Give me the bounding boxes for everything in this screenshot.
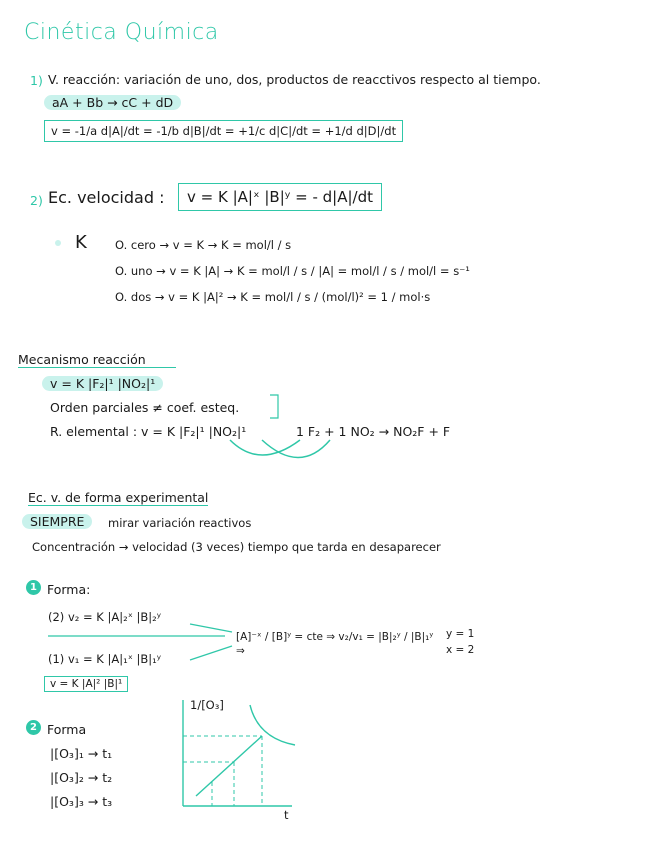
experimental-heading: Ec. v. de forma experimental [28,490,209,505]
form-2-row-2: |[O₃]₂ → t₂ [50,770,113,785]
form-1-eq1: (1) v₁ = K |A|₁ˣ |B|₁ʸ [48,652,162,666]
elementary-reaction: 1 F₂ + 1 NO₂ → NO₂F + F [296,424,451,439]
siempre-label: SIEMPRE [22,514,92,529]
rate-expression: v = -1/a d|A|/dt = -1/b d|B|/dt = +1/c d|C|/dt = +1/d d|D|/dt [51,124,397,138]
order-zero: O. cero → v = K → K = mol/l / s [115,238,292,252]
order-two: O. dos → v = K |A|² → K = mol/l / s / (mol/l)² = 1 / mol·s [115,290,431,304]
form-1-eq2: (2) v₂ = K |A|₂ˣ |B|₂ʸ [48,610,162,624]
section-1-text: V. reacción: variación de uno, dos, productos de reacctivos respecto al tiempo. [48,72,541,87]
rate-equation-label: Ec. velocidad : [48,188,165,207]
connector-line-2 [190,646,232,660]
graph-curve [250,705,295,745]
reaction-equation: aA + Bb → cC + dD [44,95,181,110]
partial-orders-note: Orden parciales ≠ coef. esteq. [50,400,240,415]
form-1-final: v = K |A|² |B|¹ [50,678,123,690]
form-1-title: Forma: [47,582,91,597]
form-2-number: 2 [26,720,41,735]
result-x: x = 2 [446,644,475,656]
form-1-number: 1 [26,580,41,595]
section-1-number: 1) [30,73,43,88]
form-2-row-3: |[O₃]₃ → t₃ [50,794,113,809]
mechanism-heading: Mecanismo reacción [18,352,176,368]
k-label: K [75,232,87,253]
result-y: y = 1 [446,628,475,640]
form-1-ratio: [A]⁻ˣ / [B]ʸ = cte ⇒ v₂/v₁ = |B|₂ʸ / |B|₁ʸ ⇒ [236,631,434,657]
form-2-row-1: |[O₃]₁ → t₁ [50,746,113,761]
rate-equation: v = K |A|ˣ |B|ʸ = - d|A|/dt [187,188,373,206]
graph-y-label: 1/[O₃] [190,698,224,712]
mechanism-rate: v = K |F₂|¹ |NO₂|¹ [42,376,163,391]
section-2-number: 2) [30,193,43,208]
bracket [270,395,278,418]
graph-line [196,736,262,796]
page-title: Cinética Química [24,20,219,45]
elementary-rate: R. elemental : v = K |F₂|¹ |NO₂|¹ [50,424,247,439]
graph-x-label: t [284,808,289,822]
order-one: O. uno → v = K |A| → K = mol/l / s / |A| = mol/l / s / mol/l = s⁻¹ [115,264,470,278]
form-2-title: Forma [47,722,87,737]
experimental-line-2: Concentración → velocidad (3 veces) tiempo que tarda en desaparecer [32,540,441,554]
connector-line-1 [190,624,232,632]
experimental-line-1: mirar variación reactivos [108,516,252,530]
